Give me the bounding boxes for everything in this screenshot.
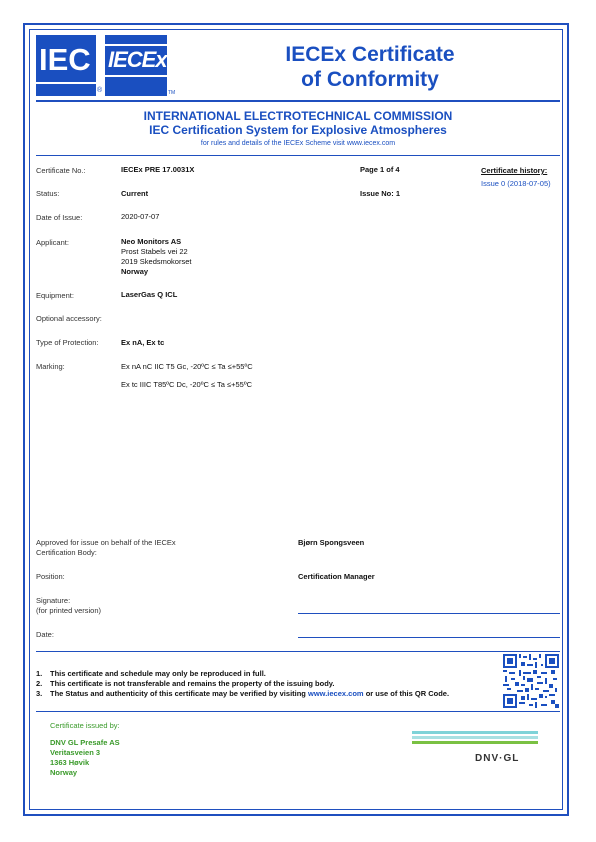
note-item (36, 689, 449, 699)
registered-mark: ® (97, 87, 103, 94)
equipment-value: LaserGas Q ICL (121, 290, 178, 299)
applicant-label: Applicant: (36, 238, 69, 247)
note-text: The Status and authenticity of this certificate may be verified by visiting (50, 689, 306, 698)
iecex-logo-bar-top (105, 44, 167, 46)
status-value: Current (121, 189, 149, 198)
dnv-gl-logo-bars (412, 731, 538, 746)
note-text: This certificate and schedule may only be reproduced in full. (50, 669, 266, 678)
applicant-line: Neo Monitors AS (121, 237, 182, 246)
marking-label: Marking: (36, 362, 65, 371)
notes-divider (36, 651, 560, 652)
equipment-label: Equipment: (36, 291, 74, 300)
certificate-no: IECEx PRE 17.0031X (121, 165, 195, 174)
scheme-note: for rules and details of the IECEx Scheme visit www.iecex.com (200, 140, 396, 147)
issuer-line: Norway (50, 768, 78, 777)
signature-line (298, 613, 560, 614)
iecex-logo-bar-bottom (105, 75, 167, 77)
applicant-line: Norway (121, 267, 149, 276)
date-line (298, 637, 560, 638)
date-of-issue: 2020-07-07 (121, 212, 160, 221)
iec-logo-text: IEC (39, 42, 91, 77)
approved-label-2: Certification Body: (36, 548, 97, 557)
issuer-address (50, 738, 120, 778)
certification-system: IEC Certification System for Explosive Atmospheres (149, 123, 447, 137)
date-label: Date: (36, 630, 54, 639)
protection-value: Ex nA, Ex tc (121, 338, 165, 347)
issuer-line: Veritasveien 3 (50, 748, 101, 757)
organization-name: INTERNATIONAL ELECTROTECHNICAL COMMISSION (143, 109, 453, 123)
trademark-mark: TM (168, 90, 176, 96)
dnv-bar (412, 736, 538, 739)
issuer-line: 1363 Høvik (50, 758, 90, 767)
note-number: 2. (36, 679, 43, 688)
iec-logo (36, 35, 96, 96)
issuer-divider (36, 711, 560, 712)
applicant-line: Prost Stabels vei 22 (121, 247, 188, 256)
applicant-address (121, 237, 191, 277)
dnv-bar (412, 741, 538, 744)
signature-label: Signature: (36, 596, 71, 605)
section-divider (36, 155, 560, 156)
marking-line-2: Ex tc IIIC T85ºC Dc, -20ºC ≤ Ta ≤+55ºC (121, 380, 253, 389)
protection-label: Type of Protection: (36, 338, 99, 347)
marking-line-1: Ex nA nC IIC T5 Gc, -20ºC ≤ Ta ≤+55ºC (121, 362, 253, 371)
header-divider (36, 100, 560, 102)
issue-no: Issue No: 1 (360, 189, 401, 198)
signature-sub-label: (for printed version) (36, 606, 102, 615)
position-value: Certification Manager (298, 572, 375, 581)
approved-label-1: Approved for issue on behalf of the IECEx (36, 538, 176, 547)
note-number: 3. (36, 689, 43, 698)
dnv-bar (412, 731, 538, 734)
note-number: 1. (36, 669, 43, 678)
iecex-link[interactable]: www.iecex.com (308, 689, 364, 698)
issuer-heading: Certificate issued by: (50, 721, 120, 730)
history-issue: Issue 0 (2018-07-05) (481, 179, 551, 188)
dnv-gl-logo-text: DNV·GL (475, 753, 520, 764)
certificate-title (250, 42, 490, 92)
history-label: Certificate history: (481, 166, 548, 175)
position-label: Position: (36, 572, 65, 581)
iec-logo-bar (36, 82, 96, 84)
notes-list (36, 669, 449, 699)
iecex-logo-text: IECEx (108, 47, 167, 72)
note-item (36, 679, 449, 689)
issuer-line: DNV GL Presafe AS (50, 738, 120, 747)
applicant-line: 2019 Skedsmokorset (121, 257, 192, 266)
date-of-issue-label: Date of Issue: (36, 213, 83, 222)
certificate-no-label: Certificate No.: (36, 166, 86, 175)
status-label: Status: (36, 189, 60, 198)
note-text: This certificate is not transferable and remains the property of the issuing body. (50, 679, 335, 688)
qr-code[interactable] (503, 654, 559, 708)
title-line-1: IECEx Certificate (285, 43, 455, 66)
page-info: Page 1 of 4 (360, 165, 400, 174)
optional-accessory-label: Optional accessory: (36, 314, 102, 323)
iecex-logo (105, 35, 167, 96)
note-text-tail: or use of this QR Code. (365, 689, 450, 698)
title-line-2: of Conformity (301, 68, 439, 91)
approver-name: Bjørn Spongsveen (298, 538, 365, 547)
note-item (36, 669, 449, 679)
